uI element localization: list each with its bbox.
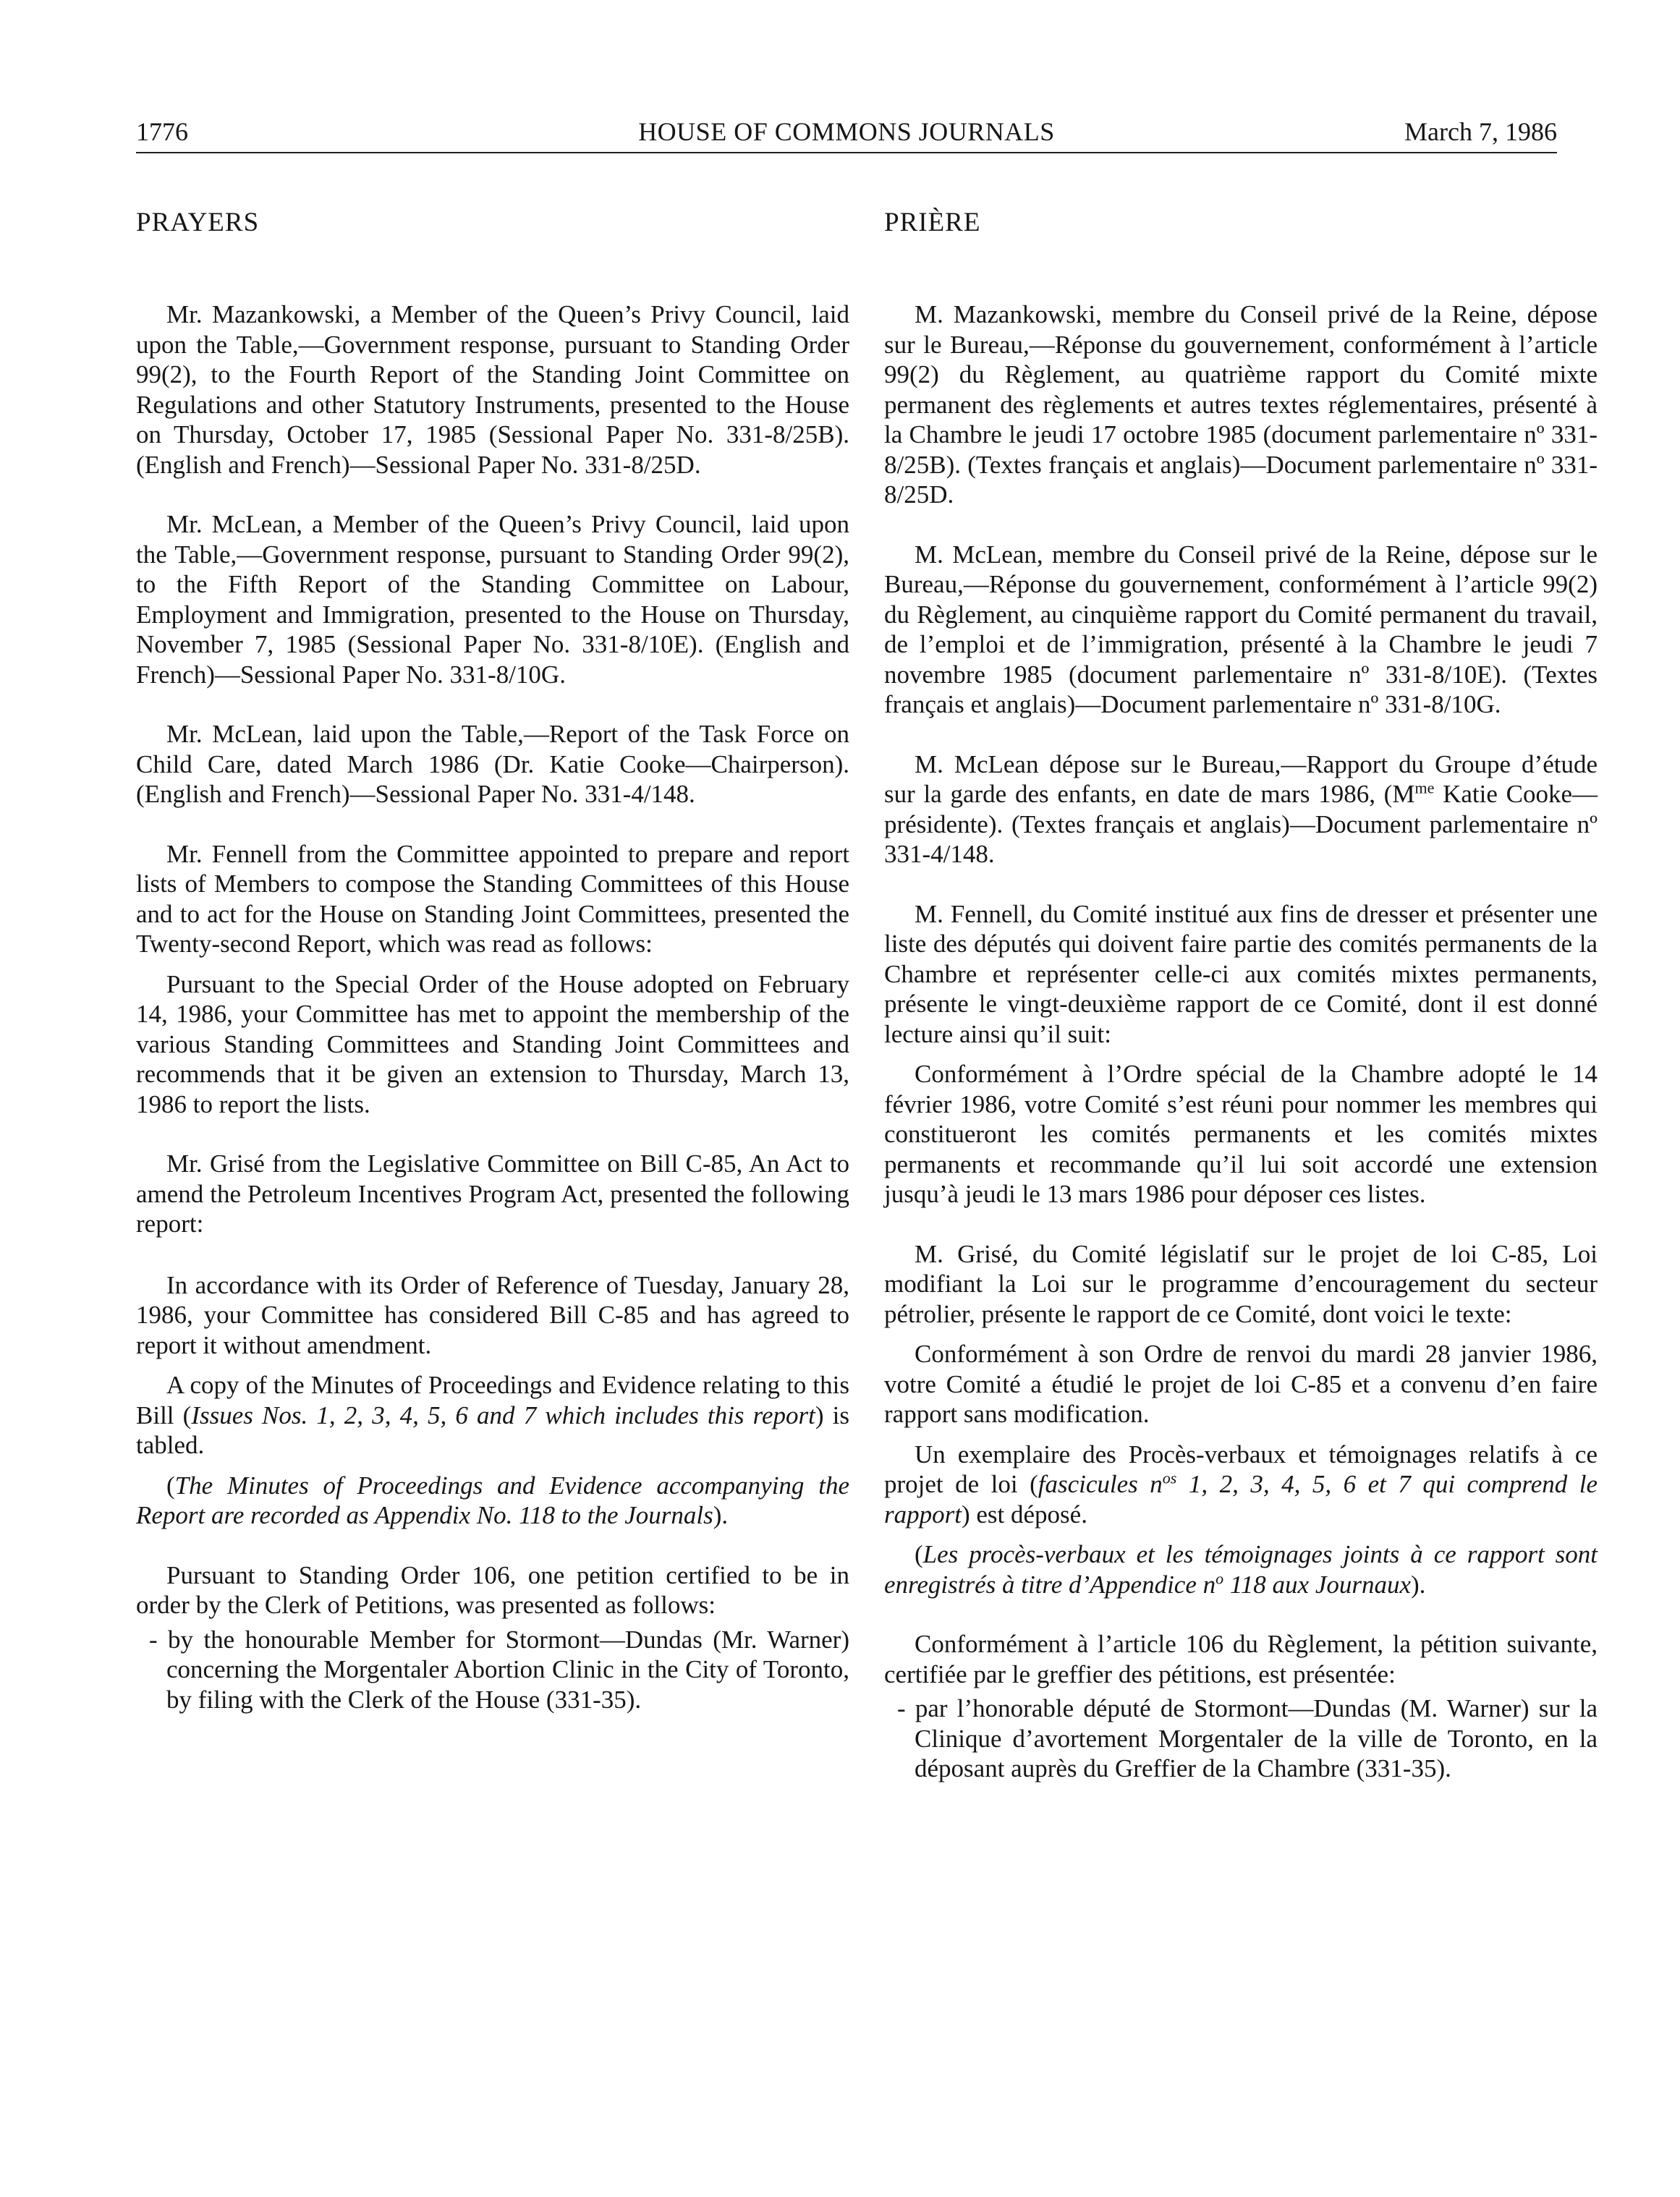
page-number: 1776 xyxy=(136,117,188,146)
petition-item: - by the honourable Member for Stormont—Dundas (Mr. Warner) concerning the Morgentaler Abortion Clinic in the City of Toronto, by filing with the Clerk of the House (331-35). xyxy=(149,1625,849,1714)
prayers-heading: PRAYERS xyxy=(136,208,260,237)
mclean-response-paragraph-fr: M. McLean, membre du Conseil privé de la Reine, dépose sur le Bureau,—Réponse du gouvernement, conformément à l’article 99(2) du Règlement, au cinquième rapport du Comité permanent du travail, de l’emploi et de l’immigration, présenté à la Chambre le jeudi 7 novembre 1985 (document parlementaire nº 331-8/10E). (Textes français et anglais)—Document parlementaire nº 331-8/10G. xyxy=(884,540,1598,718)
minutes-copy-paragraph: A copy of the Minutes of Proceedings and Evidence relating to this Bill (Issues Nos. 1, 2, 3, 4, 5, 6 and 7 which includes this report) is tabled. xyxy=(136,1371,849,1459)
english-column xyxy=(136,207,849,1714)
mclean-report-paragraph: Mr. McLean, laid upon the Table,—Report of the Task Force on Child Care, dated March 1986 (Dr. Katie Cooke—Chairperson). (English and French)—Sessional Paper No. 331-4/148. xyxy=(136,720,849,808)
committee-report-text: Pursuant to the Special Order of the House adopted on February 14, 1986, your Committee has met to appoint the membership of the various Standing Committees and Standing Joint Committees and recommends that it be given an extension to Thursday, March 13, 1986 to report the lists. xyxy=(136,969,849,1118)
bill-c85-report-text-fr: Conformément à son Ordre de renvoi du mardi 28 janvier 1986, votre Comité a étudié le projet de loi C-85 et a convenu d’en faire rapport sans modification. xyxy=(884,1340,1598,1428)
mclean-report-paragraph-fr: M. McLean dépose sur le Bureau,—Rapport du Groupe d’étude sur la garde des enfants, en date de mars 1986, ($M^{me}$ Katie Cooke—présidente). (Textes français et anglais)—Document parlementaire nº 331-4/148. xyxy=(884,749,1598,868)
mazankowski-paragraph-fr: M. Mazankowski, membre du Conseil privé de la Reine, dépose sur le Bureau,—Réponse du gouvernement, conformément à l’article 99(2) du Règlement, au quatrième rapport du Comité mixte permanent des règlements et autres textes réglementaires, présenté à la Chambre le jeudi 17 octobre 1985 (document parlementaire nº 331-8/25B). (Textes français et anglais)—Document parlementaire nº 331-8/25D. xyxy=(884,300,1598,509)
mazankowski-paragraph: Mr. Mazankowski, a Member of the Queen’s Privy Council, laid upon the Table,—Government response, pursuant to Standing Order 99(2), to the Fourth Report of the Standing Joint Committee on Regulations and other Statutory Instruments, presented to the House on Thursday, October 17, 1985 (Sessional Paper No. 331-8/25B). (English and French)—Sessional Paper No. 331-8/25D. xyxy=(136,300,849,479)
grise-paragraph: Mr. Grisé from the Legislative Committee on Bill C-85, An Act to amend the Petroleum Incentives Program Act, presented the following report: xyxy=(136,1150,849,1238)
header-date: March 7, 1986 xyxy=(1404,117,1557,146)
petition-intro: Pursuant to Standing Order 106, one petition certified to be in order by the Clerk of Petitions, was presented as follows: xyxy=(136,1560,849,1619)
french-column xyxy=(884,207,1598,1784)
priere-heading: PRIÈRE xyxy=(884,208,981,237)
appendix-note: (The Minutes of Proceedings and Evidence accompanying the Report are recorded as Appendix No. 118 to the Journals). xyxy=(136,1471,849,1529)
fennell-paragraph: Mr. Fennell from the Committee appointed to prepare and report lists of Members to compose the Standing Committees of this House and to act for the House on Standing Joint Committees, presented the Twenty-second Report, which was read as follows: xyxy=(136,839,849,958)
petition-item-fr: - par l’honorable député de Stormont—Dundas (M. Warner) sur la Clinique d’avortement Morgentaler de la ville de Toronto, en la déposant auprès du Greffier de la Chambre (331-35). xyxy=(897,1694,1598,1782)
fennell-paragraph-fr: M. Fennell, du Comité institué aux fins de dresser et présenter une liste des députés qui doivent faire partie des comités permanents de la Chambre et représenter celle-ci aux comités mixtes permanents, présente le vingt-deuxième rapport de ce Comité, dont il est donné lecture ainsi qu’il suit: xyxy=(884,899,1598,1048)
page-header xyxy=(136,116,1557,153)
journal-title: HOUSE OF COMMONS JOURNALS xyxy=(638,117,1055,146)
header-rule xyxy=(136,152,1557,153)
committee-report-text-fr: Conformément à l’Ordre spécial de la Chambre adopté le 14 février 1986, votre Comité s’est réuni pour nommer les membres qui constitueront les comités permanents et les comités mixtes permanents et recommande qu’il lui soit accordé une extension jusqu’à jeudi le 13 mars 1986 pour déposer ces listes. xyxy=(884,1060,1598,1208)
grise-paragraph-fr: M. Grisé, du Comité législatif sur le projet de loi C-85, Loi modifiant la Loi sur le programme d’encouragement du secteur pétrolier, présente le rapport de ce Comité, dont voici le texte: xyxy=(884,1239,1598,1328)
appendix-note-fr: (Les procès-verbaux et les témoignages joints à ce rapport sont enregistrés à titre d’Appendice $n^o$ 118 aux Journaux). xyxy=(884,1540,1598,1599)
bill-c85-report-text: In accordance with its Order of Reference of Tuesday, January 28, 1986, your Committee has considered Bill C-85 and has agreed to report it without amendment. xyxy=(136,1270,849,1359)
petition-intro-fr: Conformément à l’article 106 du Règlement, la pétition suivante, certifiée par le greffier des pétitions, est présentée: xyxy=(884,1630,1598,1688)
mclean-response-paragraph: Mr. McLean, a Member of the Queen’s Privy Council, laid upon the Table,—Government response, pursuant to Standing Order 99(2), to the Fifth Report of the Standing Committee on Labour, Employment and Immigration, presented to the House on Thursday, November 7, 1985 (Sessional Paper No. 331-8/10E). (English and French)—Sessional Paper No. 331-8/10G. xyxy=(136,510,849,689)
minutes-copy-paragraph-fr: Un exemplaire des Procès-verbaux et témoignages relatifs à ce projet de loi (fascicules $n^{os}$ 1, 2, 3, 4, 5, 6 et 7 qui comprend le rapport) est déposé. xyxy=(884,1440,1598,1529)
